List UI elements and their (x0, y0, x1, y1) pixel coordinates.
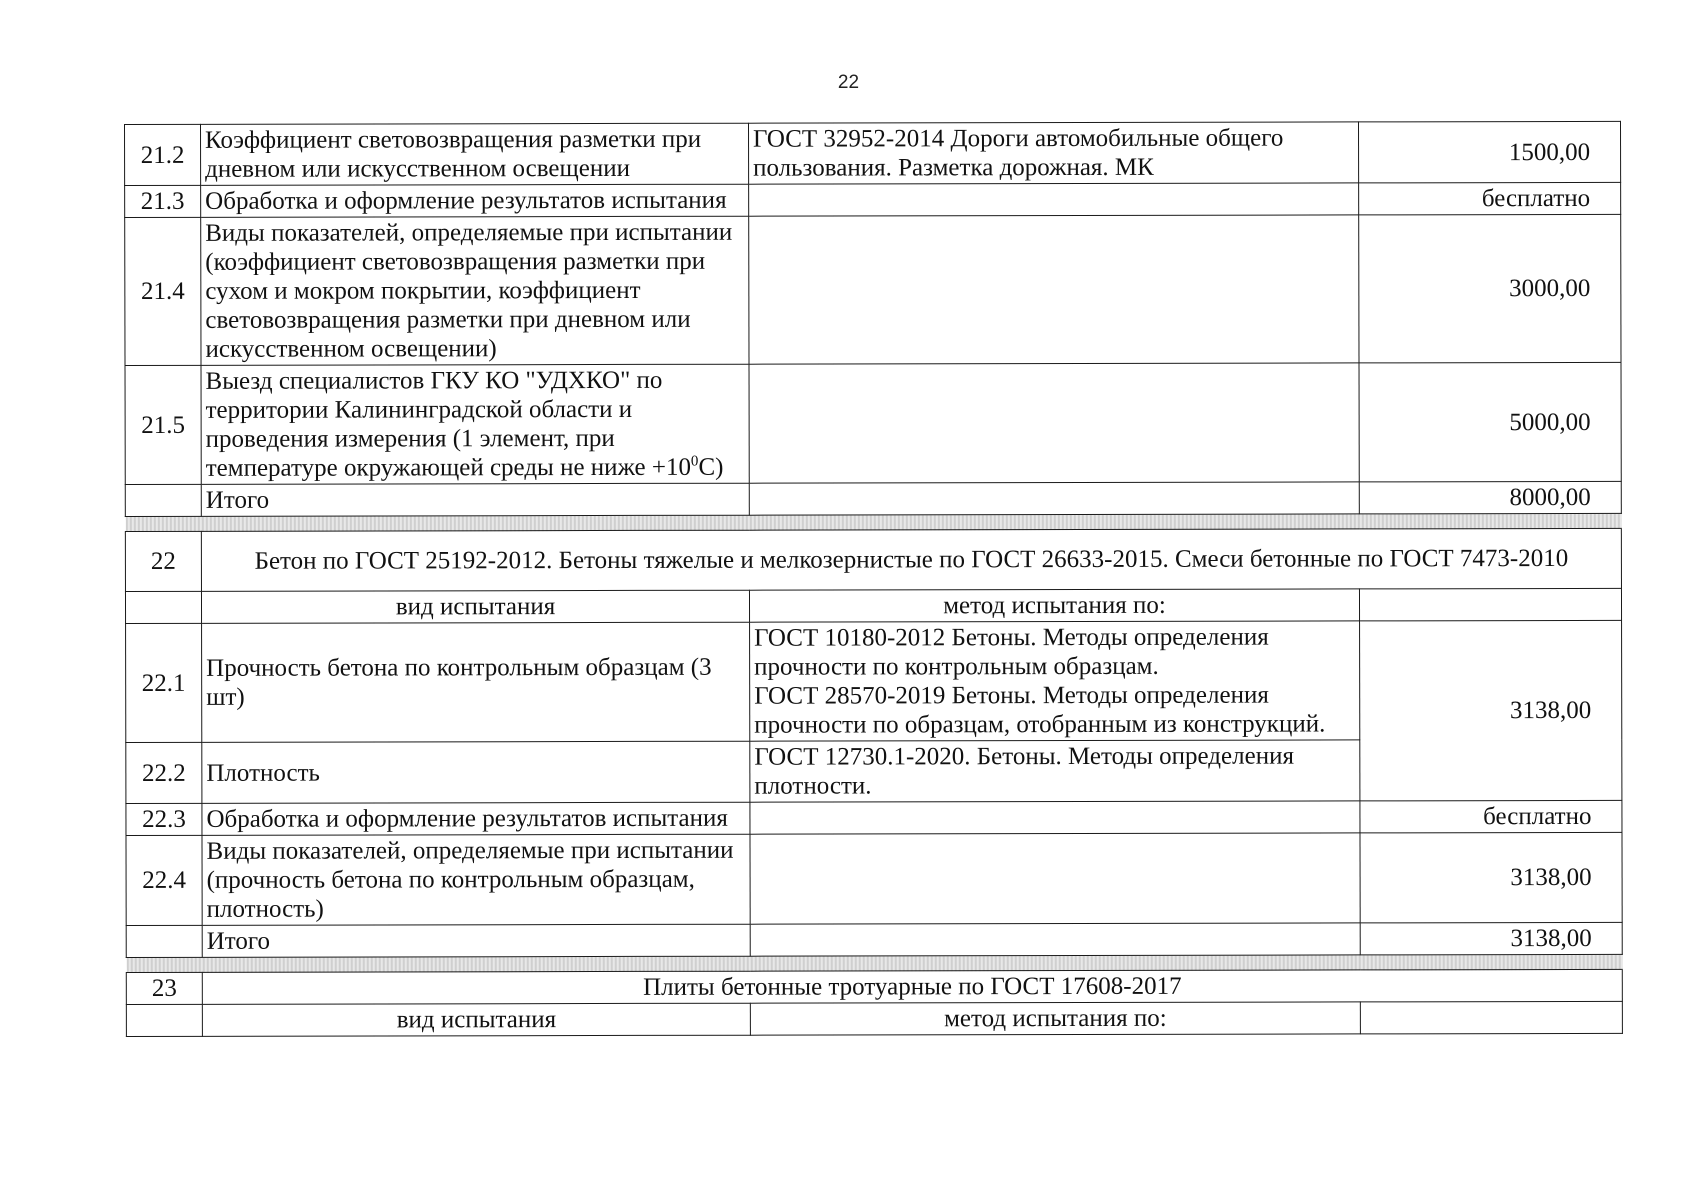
row-number: 22.1 (126, 623, 202, 742)
column-header-row (125, 588, 1621, 623)
total-value: 8000,00 (1359, 481, 1621, 514)
table-row (125, 362, 1621, 484)
table-row (126, 800, 1622, 835)
empty-cell (1360, 1001, 1622, 1034)
test-name: Коэффициент световозвращения разметки при дневном или искусственном освещении (201, 123, 749, 185)
table-row (125, 214, 1621, 365)
price-table (124, 121, 1623, 1037)
row-number: 21.3 (125, 185, 201, 217)
test-name: Обработка и оформление результатов испытания (202, 802, 750, 835)
price: бесплатно (1360, 800, 1622, 833)
test-name-unit: С) (698, 453, 724, 481)
test-name: Плотность (202, 741, 750, 803)
price: 5000,00 (1359, 362, 1621, 482)
test-type-header: вид испытания (202, 1003, 750, 1036)
table-row (126, 620, 1622, 742)
test-name: Прочность бетона по контрольным образцам (3 шт) (202, 622, 750, 742)
price: 3138,00 (1360, 620, 1622, 801)
row-number: 21.5 (125, 365, 201, 484)
total-label: Итого (202, 924, 750, 957)
table-row (125, 121, 1621, 185)
empty-cell (1359, 588, 1621, 621)
method-header: метод испытания по: (749, 589, 1359, 622)
price: 1500,00 (1358, 121, 1620, 183)
price: 3138,00 (1360, 832, 1622, 923)
table-row (126, 832, 1622, 925)
test-name: Виды показателей, определяемые при испытании (прочность бетона по контрольным образцам, плотность) (202, 834, 750, 925)
price: 3000,00 (1359, 214, 1621, 363)
total-value: 3138,00 (1360, 922, 1622, 955)
section-title: Бетон по ГОСТ 25192-2012. Бетоны тяжелые и мелкозернистые по ГОСТ 26633-2015. Смеси бетонные по ГОСТ 7473-2010 (201, 528, 1621, 591)
total-row (125, 481, 1621, 516)
page-number: 22 (837, 72, 860, 93)
total-row (126, 922, 1622, 957)
test-method (749, 363, 1359, 483)
test-type-header: вид испытания (201, 590, 749, 623)
empty-cell (126, 1004, 202, 1036)
test-method (749, 183, 1359, 216)
test-method (749, 215, 1359, 364)
empty-cell (125, 484, 201, 516)
row-number: 22.3 (126, 803, 202, 835)
section-title: Плиты бетонные тротуарные по ГОСТ 17608-2017 (202, 969, 1622, 1004)
section-header-row (126, 969, 1622, 1004)
test-name (201, 364, 749, 484)
section-number: 22 (125, 531, 201, 591)
method-header: метод испытания по: (750, 1002, 1360, 1035)
row-number: 22.4 (126, 835, 202, 925)
column-header-row (126, 1001, 1622, 1036)
section-number: 23 (126, 972, 202, 1004)
test-name: Обработка и оформление результатов испытания (201, 184, 749, 217)
empty-cell (126, 925, 202, 957)
row-number: 21.2 (125, 124, 201, 185)
row-number: 21.4 (125, 217, 201, 365)
empty-cell (125, 591, 201, 623)
table-row (125, 182, 1621, 217)
total-label: Итого (201, 483, 749, 516)
row-number: 22.2 (126, 742, 202, 803)
test-method (750, 833, 1360, 924)
empty-cell (749, 482, 1359, 515)
empty-cell (750, 923, 1360, 956)
section-header-row (125, 528, 1621, 591)
test-name: Виды показателей, определяемые при испытании (коэффициент световозвращения разметки при сухом и мокром покрытии, коэффициент световозвращения разметки при дневном или искусственном освещении) (201, 216, 749, 365)
test-name-text: Выезд специалистов ГКУ КО "УДХКО" по территории Калининградской области и проведения измерения (1 элемент, при температуре окружающей среды не ниже +10 (205, 366, 691, 482)
test-method (750, 801, 1360, 834)
degree-superscript: 0 (690, 453, 699, 470)
price: бесплатно (1359, 182, 1621, 215)
test-method: ГОСТ 32952-2014 Дороги автомобильные общего пользования. Разметка дорожная. МК (748, 122, 1358, 184)
test-method: ГОСТ 12730.1-2020. Бетоны. Методы определения плотности. (750, 740, 1360, 802)
test-method: ГОСТ 10180-2012 Бетоны. Методы определения прочности по контрольным образцам. ГОСТ 28570-2019 Бетоны. Методы определения прочности по образцам, отобранным из конструкций. (750, 621, 1360, 741)
